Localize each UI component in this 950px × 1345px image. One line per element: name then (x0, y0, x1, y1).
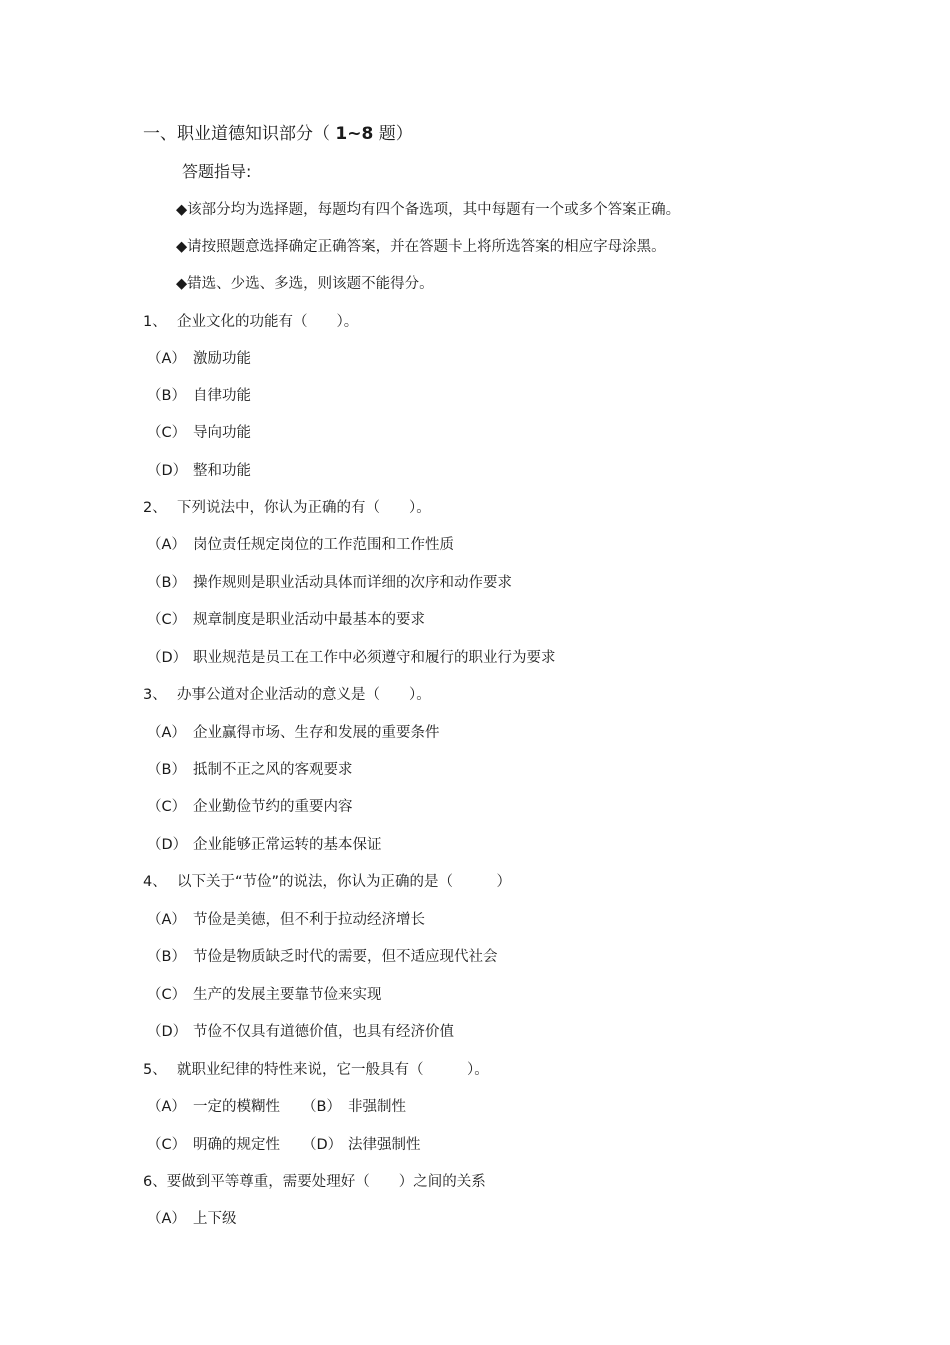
question-text: 下列说法中，你认为正确的有（ ）。 (177, 500, 431, 516)
option-1a (147, 349, 251, 369)
section-title-range: 1~8 (335, 124, 374, 144)
option-label: （A） (147, 725, 186, 741)
option-4c (147, 985, 382, 1005)
section-title-suffix: 题） (378, 124, 413, 144)
option-3c (147, 797, 353, 817)
option-text: 节俭是物质缺乏时代的需要，但不适应现代社会 (193, 949, 498, 965)
option-text: 企业能够正常运转的基本保证 (193, 837, 382, 853)
question-number: 4、 (143, 874, 167, 890)
option-label: （D） (147, 650, 188, 666)
question-number: 6、 (143, 1174, 167, 1190)
option-text: 抵制不正之风的客观要求 (193, 762, 353, 778)
option-label: （B） (302, 1099, 341, 1115)
option-text: 法律强制性 (348, 1137, 421, 1153)
section-title (143, 124, 413, 144)
option-label: （C） (147, 1137, 187, 1153)
option-label: （C） (147, 987, 187, 1003)
question-number: 3、 (143, 687, 167, 703)
option-label: （A） (147, 351, 186, 367)
option-text: 企业勤俭节约的重要内容 (193, 799, 353, 815)
question-text: 要做到平等尊重，需要处理好（ ）之间的关系 (166, 1174, 486, 1190)
question-4 (143, 872, 511, 892)
option-1d (147, 461, 251, 481)
option-text: 整和功能 (193, 463, 251, 479)
option-label: （C） (147, 425, 187, 441)
option-3d (147, 835, 382, 855)
option-label: （A） (147, 1211, 186, 1227)
option-1b (147, 386, 251, 406)
option-text: 节俭不仅具有道德价值，也具有经济价值 (193, 1024, 454, 1040)
option-label: （B） (147, 575, 186, 591)
option-text: 上下级 (193, 1211, 237, 1227)
option-label: （A） (147, 912, 186, 928)
question-number: 1、 (143, 314, 167, 330)
option-text: 生产的发展主要靠节俭来实现 (193, 987, 382, 1003)
option-label: （A） (147, 1099, 186, 1115)
question-3 (143, 685, 431, 705)
question-2 (143, 498, 431, 518)
option-text: 明确的规定性 (193, 1137, 280, 1153)
option-text: 规章制度是职业活动中最基本的要求 (193, 612, 425, 628)
option-2c (147, 610, 425, 630)
question-text: 办事公道对企业活动的意义是（ ）。 (177, 687, 431, 703)
option-label: （B） (147, 762, 186, 778)
option-text: 自律功能 (193, 388, 251, 404)
option-2b (147, 573, 512, 593)
question-text: 就职业纪律的特性来说，它一般具有（ ）。 (177, 1062, 489, 1078)
option-text: 操作规则是职业活动具体而详细的次序和动作要求 (193, 575, 512, 591)
option-label: （C） (147, 799, 187, 815)
option-text: 节俭是美德，但不利于拉动经济增长 (193, 912, 425, 928)
option-4b (147, 947, 498, 967)
option-label: （B） (147, 949, 186, 965)
option-6a (147, 1209, 237, 1229)
option-label: （D） (147, 837, 188, 853)
option-3a (147, 723, 440, 743)
option-2a (147, 535, 454, 555)
question-1 (143, 312, 358, 332)
question-text: 以下关于“节俭”的说法，你认为正确的是（ ） (177, 874, 512, 890)
question-6 (143, 1172, 486, 1192)
option-2d (147, 648, 556, 668)
question-number: 2、 (143, 500, 167, 516)
option-text: 职业规范是员工在工作中必须遵守和履行的职业行为要求 (193, 650, 556, 666)
option-text: 非强制性 (348, 1099, 406, 1115)
option-text: 激励功能 (193, 351, 251, 367)
guide-rule: ◆请按照题意选择确定正确答案，并在答题卡上将所选答案的相应字母涂黑。 (176, 239, 666, 255)
option-label: （D） (302, 1137, 343, 1153)
option-text: 导向功能 (193, 425, 251, 441)
options-5cd (147, 1135, 421, 1155)
option-label: （D） (147, 463, 188, 479)
option-4a (147, 910, 425, 930)
option-label: （B） (147, 388, 186, 404)
option-label: （C） (147, 612, 187, 628)
guide-rule: ◆错选、少选、多选，则该题不能得分。 (176, 276, 434, 292)
question-5 (143, 1060, 489, 1080)
guide-rule: ◆该部分均为选择题，每题均有四个备选项，其中每题有一个或多个答案正确。 (176, 202, 681, 218)
options-5ab (147, 1097, 406, 1117)
option-text: 岗位责任规定岗位的工作范围和工作性质 (193, 537, 454, 553)
option-label: （A） (147, 537, 186, 553)
option-label: （D） (147, 1024, 188, 1040)
option-text: 一定的模糊性 (193, 1099, 280, 1115)
question-text: 企业文化的功能有（ ）。 (177, 314, 359, 330)
option-text: 企业赢得市场、生存和发展的重要条件 (193, 725, 440, 741)
guide-title: 答题指导: (182, 162, 252, 181)
question-number: 5、 (143, 1062, 167, 1078)
option-4d (147, 1022, 454, 1042)
option-3b (147, 760, 353, 780)
option-1c (147, 423, 251, 443)
section-title-prefix: 一、职业道德知识部分（ (143, 124, 330, 144)
